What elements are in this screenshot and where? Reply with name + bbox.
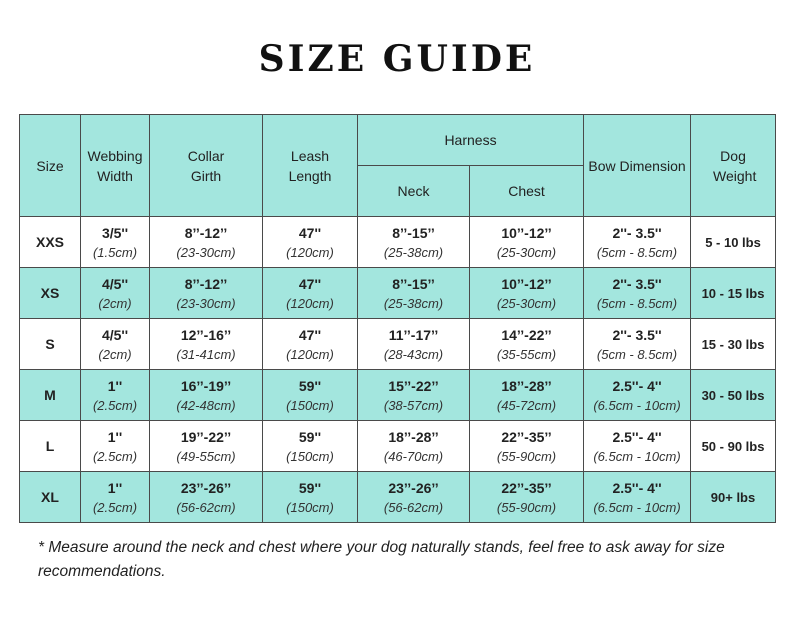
leash-metric: (120cm) [286, 244, 334, 260]
webbing-value: 1'' [107, 377, 123, 394]
neck-cell [358, 268, 470, 319]
chest-metric: (45-72cm) [496, 397, 557, 413]
webbing-value: 4/5'' [101, 275, 129, 292]
bow-value: 2''- 3.5'' [612, 326, 662, 343]
chest-value: 22’’-35’’ [501, 428, 552, 445]
chest-value: 14’’-22’’ [501, 326, 552, 343]
neck-value: 8’’-15’’ [392, 224, 435, 241]
table-header [20, 115, 776, 217]
leash-cell [263, 319, 358, 370]
bow-value: 2.5''- 4'' [612, 377, 662, 394]
bow-metric: (6.5cm - 10cm) [593, 499, 681, 515]
webbing-metric: (1.5cm) [92, 244, 138, 260]
leash-cell [263, 370, 358, 421]
chest-cell [470, 421, 584, 472]
bow-cell [584, 217, 691, 268]
bow-cell [584, 319, 691, 370]
header-neck: Neck [358, 166, 470, 217]
neck-value: 8’’-15’’ [392, 275, 435, 292]
collar-metric: (42-48cm) [176, 397, 236, 413]
collar-metric: (49-55cm) [176, 448, 236, 464]
chest-metric: (35-55cm) [496, 346, 557, 362]
bow-metric: (5cm - 8.5cm) [596, 244, 678, 260]
collar-cell [150, 472, 263, 523]
neck-value: 18’’-28’’ [388, 428, 439, 445]
bow-value: 2''- 3.5'' [612, 224, 662, 241]
chest-value: 22’’-35’’ [501, 479, 552, 496]
chest-cell [470, 472, 584, 523]
bow-metric: (6.5cm - 10cm) [593, 448, 681, 464]
collar-cell [150, 421, 263, 472]
chest-value: 10’’-12’’ [501, 224, 552, 241]
header-collar-girth: Collar Girth [150, 115, 263, 217]
weight-cell: 30 - 50 lbs [691, 370, 776, 421]
neck-value: 15’’-22’’ [388, 377, 439, 394]
leash-value: 47'' [298, 224, 322, 241]
collar-cell [150, 268, 263, 319]
size-guide-table [19, 114, 776, 523]
bow-value: 2.5''- 4'' [612, 428, 662, 445]
leash-cell [263, 268, 358, 319]
leash-value: 59'' [298, 428, 322, 445]
chest-cell [470, 217, 584, 268]
bow-metric: (5cm - 8.5cm) [596, 346, 678, 362]
header-leash-length: Leash Length [263, 115, 358, 217]
footnote: * Measure around the neck and chest where your dog naturally stands, feel free to ask away for size recommendations. [38, 539, 725, 580]
size-cell: M [20, 370, 81, 421]
webbing-value: 4/5'' [101, 326, 129, 343]
leash-cell [263, 472, 358, 523]
chest-metric: (55-90cm) [496, 499, 557, 515]
table-row [20, 268, 776, 319]
leash-metric: (150cm) [286, 397, 334, 413]
webbing-metric: (2.5cm) [92, 397, 138, 413]
neck-metric: (38-57cm) [383, 397, 444, 413]
collar-metric: (23-30cm) [176, 244, 236, 260]
neck-value: 11’’-17’’ [388, 326, 439, 343]
chest-metric: (25-30cm) [496, 295, 557, 311]
table-row [20, 421, 776, 472]
weight-cell: 50 - 90 lbs [691, 421, 776, 472]
webbing-value: 1'' [107, 428, 123, 445]
neck-value: 23’’-26’’ [388, 479, 439, 496]
neck-metric: (56-62cm) [383, 499, 444, 515]
bow-value: 2''- 3.5'' [612, 275, 662, 292]
bow-metric: (6.5cm - 10cm) [593, 397, 681, 413]
leash-metric: (150cm) [286, 499, 334, 515]
neck-metric: (28-43cm) [383, 346, 444, 362]
table-row [20, 472, 776, 523]
size-cell: S [20, 319, 81, 370]
collar-cell [150, 217, 263, 268]
chest-value: 18’’-28’’ [501, 377, 552, 394]
size-cell: L [20, 421, 81, 472]
webbing-cell [81, 268, 150, 319]
leash-value: 59'' [298, 479, 322, 496]
collar-cell [150, 319, 263, 370]
bow-cell [584, 268, 691, 319]
leash-metric: (120cm) [286, 346, 334, 362]
webbing-cell [81, 472, 150, 523]
leash-cell [263, 421, 358, 472]
header-webbing-width: Webbing Width [81, 115, 150, 217]
collar-value: 19’’-22’’ [180, 428, 232, 445]
bow-cell [584, 421, 691, 472]
neck-metric: (46-70cm) [383, 448, 444, 464]
neck-cell [358, 370, 470, 421]
table-row [20, 370, 776, 421]
neck-cell [358, 319, 470, 370]
webbing-metric: (2.5cm) [92, 448, 138, 464]
leash-value: 47'' [298, 275, 322, 292]
webbing-value: 1'' [107, 479, 123, 496]
neck-cell [358, 421, 470, 472]
leash-value: 59'' [298, 377, 322, 394]
table-row [20, 217, 776, 268]
neck-metric: (25-38cm) [383, 244, 444, 260]
neck-metric: (25-38cm) [383, 295, 444, 311]
table-row [20, 319, 776, 370]
collar-metric: (56-62cm) [176, 499, 236, 515]
table-body [20, 217, 776, 523]
weight-cell: 10 - 15 lbs [691, 268, 776, 319]
bow-cell [584, 370, 691, 421]
chest-metric: (55-90cm) [496, 448, 557, 464]
size-cell: XS [20, 268, 81, 319]
header-bow-dimension: Bow Dimension [584, 115, 691, 217]
page-title: SIZE GUIDE [258, 38, 536, 80]
neck-cell [358, 217, 470, 268]
webbing-cell [81, 217, 150, 268]
header-chest: Chest [470, 166, 584, 217]
weight-cell: 15 - 30 lbs [691, 319, 776, 370]
bow-value: 2.5''- 4'' [612, 479, 662, 496]
header-dog-weight: Dog Weight [691, 115, 776, 217]
size-cell: XXS [20, 217, 81, 268]
header-harness: Harness [358, 115, 584, 166]
weight-cell: 5 - 10 lbs [691, 217, 776, 268]
chest-cell [470, 268, 584, 319]
neck-cell [358, 472, 470, 523]
header-size: Size [20, 115, 81, 217]
webbing-metric: (2cm) [98, 295, 132, 311]
collar-value: 23’’-26’’ [180, 479, 232, 496]
webbing-cell [81, 370, 150, 421]
webbing-metric: (2cm) [98, 346, 132, 362]
leash-cell [263, 217, 358, 268]
chest-cell [470, 319, 584, 370]
leash-metric: (120cm) [286, 295, 334, 311]
webbing-value: 3/5'' [101, 224, 129, 241]
collar-metric: (23-30cm) [176, 295, 236, 311]
chest-value: 10’’-12’’ [501, 275, 552, 292]
webbing-cell [81, 319, 150, 370]
bow-metric: (5cm - 8.5cm) [596, 295, 678, 311]
webbing-metric: (2.5cm) [92, 499, 138, 515]
size-cell: XL [20, 472, 81, 523]
chest-metric: (25-30cm) [496, 244, 557, 260]
collar-value: 12’’-16’’ [180, 326, 232, 343]
leash-value: 47'' [298, 326, 322, 343]
bow-cell [584, 472, 691, 523]
weight-cell: 90+ lbs [691, 472, 776, 523]
collar-value: 8’’-12’’ [184, 224, 228, 241]
collar-metric: (31-41cm) [176, 346, 236, 362]
webbing-cell [81, 421, 150, 472]
chest-cell [470, 370, 584, 421]
collar-value: 16’’-19’’ [180, 377, 232, 394]
collar-cell [150, 370, 263, 421]
leash-metric: (150cm) [286, 448, 334, 464]
collar-value: 8’’-12’’ [184, 275, 228, 292]
